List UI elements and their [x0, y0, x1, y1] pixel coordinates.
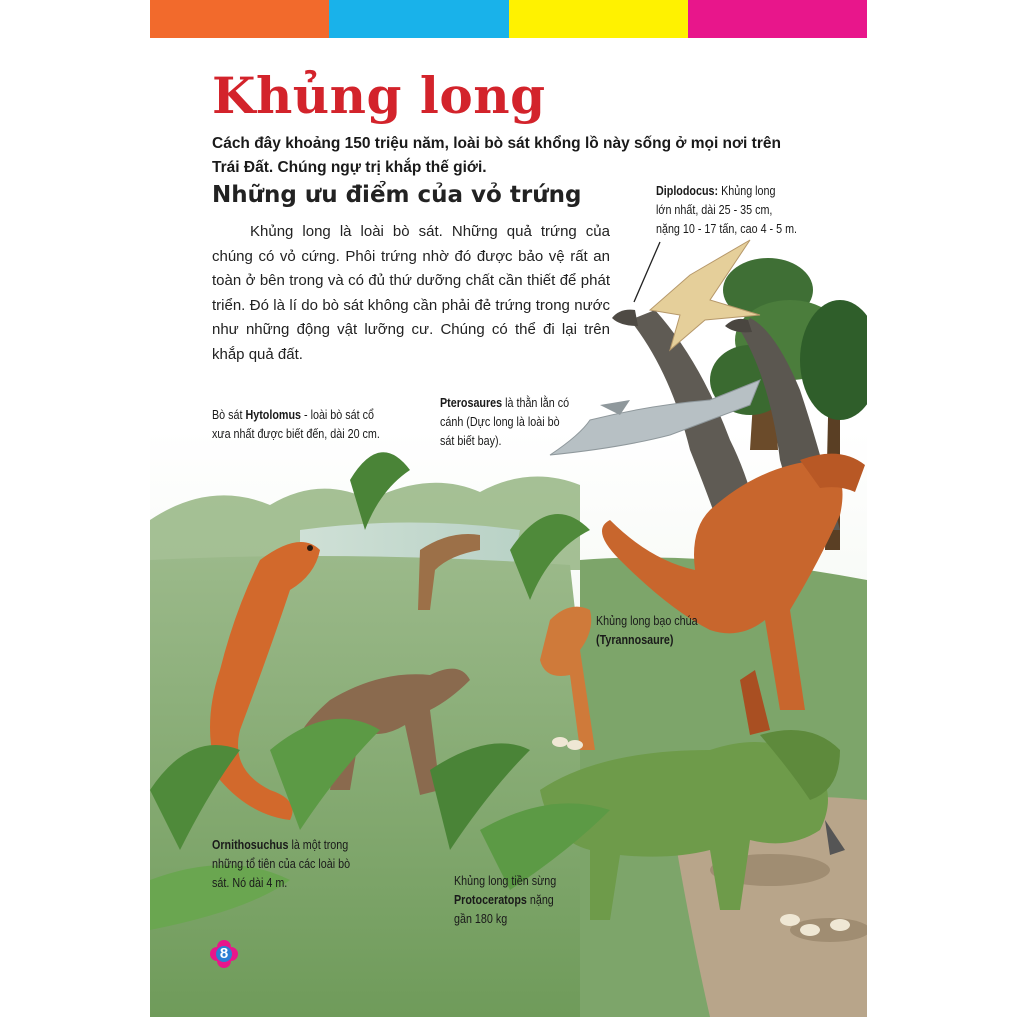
label-hytolomus-text1: - loài bò sát cổ	[301, 408, 374, 422]
label-protoceratops-text2: nặng	[526, 893, 554, 907]
label-hytolomus	[212, 406, 380, 444]
label-ornithosuchus-name: Ornithosuchus	[212, 838, 289, 852]
label-pterosaures-text1: là thằn lằn có	[502, 396, 570, 410]
label-diplodocus-name: Diplodocus:	[656, 184, 719, 198]
label-tyrannosaure	[596, 612, 698, 650]
label-protoceratops-text1: Khủng long tiền sừng	[454, 874, 557, 888]
label-pterosaures-name: Pterosaures	[440, 396, 503, 410]
label-pterosaures-text2: cánh (Dực long là loài bò	[440, 415, 560, 429]
book-page	[150, 0, 867, 1017]
label-ornithosuchus-text2: những tổ tiên của các loài bò	[212, 857, 351, 871]
label-pterosaures-text3: sát biết bay).	[440, 434, 502, 448]
label-ornithosuchus-text1: là một trong	[288, 838, 349, 852]
color-bar-magenta	[688, 0, 867, 38]
color-bar-cyan	[329, 0, 508, 38]
label-protoceratops-text3: gần 180 kg	[454, 912, 508, 926]
label-diplodocus-text1: Khủng long	[718, 184, 776, 198]
intro-text: Cách đây khoảng 150 triệu năm, loài bò sát khổng lồ này sống ở mọi nơi trên Trái Đất. Chúng ngự trị khắp thế giới.	[212, 135, 781, 176]
label-diplodocus	[656, 182, 797, 239]
label-protoceratops-name: Protoceratops	[454, 893, 527, 907]
section-title: Những ưu điểm của vỏ trứng	[212, 182, 582, 208]
label-tyrannosaure-text1: Khủng long bạo chúa	[596, 614, 698, 628]
body-text: Khủng long là loài bò sát. Những quả trứng của chúng có vỏ cứng. Phôi trứng nhờ đó được bảo vệ rất an toàn ở bên trong và có đủ thứ dưỡng chất cần thiết để phát triển. Đó là lí do bò sát không cần phải đẻ trứng trong nước như những động vật lưỡng cư. Chúng có thể đi lại trên khắp quả đất.	[212, 223, 610, 363]
label-diplodocus-text3: nặng 10 - 17 tấn, cao 4 - 5 m.	[656, 222, 798, 236]
label-diplodocus-text2: lớn nhất, dài 25 - 35 cm,	[656, 203, 773, 217]
diplodocus-pointer-line	[620, 240, 670, 310]
color-bar	[150, 0, 867, 38]
color-bar-orange	[150, 0, 329, 38]
page-number-badge	[210, 940, 238, 968]
color-bar-yellow	[509, 0, 688, 38]
label-tyrannosaure-name: (Tyrannosaure)	[596, 633, 674, 647]
page-number: 8	[219, 945, 229, 962]
label-hytolomus-name: Hytolomus	[245, 408, 302, 422]
label-ornithosuchus-text3: sát. Nó dài 4 m.	[212, 876, 288, 890]
label-ornithosuchus	[212, 836, 350, 893]
page-title: Khủng long	[212, 66, 546, 125]
label-hytolomus-pre: Bò sát	[212, 408, 246, 422]
label-protoceratops	[454, 872, 556, 929]
label-pterosaures	[440, 394, 569, 451]
label-hytolomus-text2: xưa nhất được biết đến, dài 20 cm.	[212, 427, 380, 441]
